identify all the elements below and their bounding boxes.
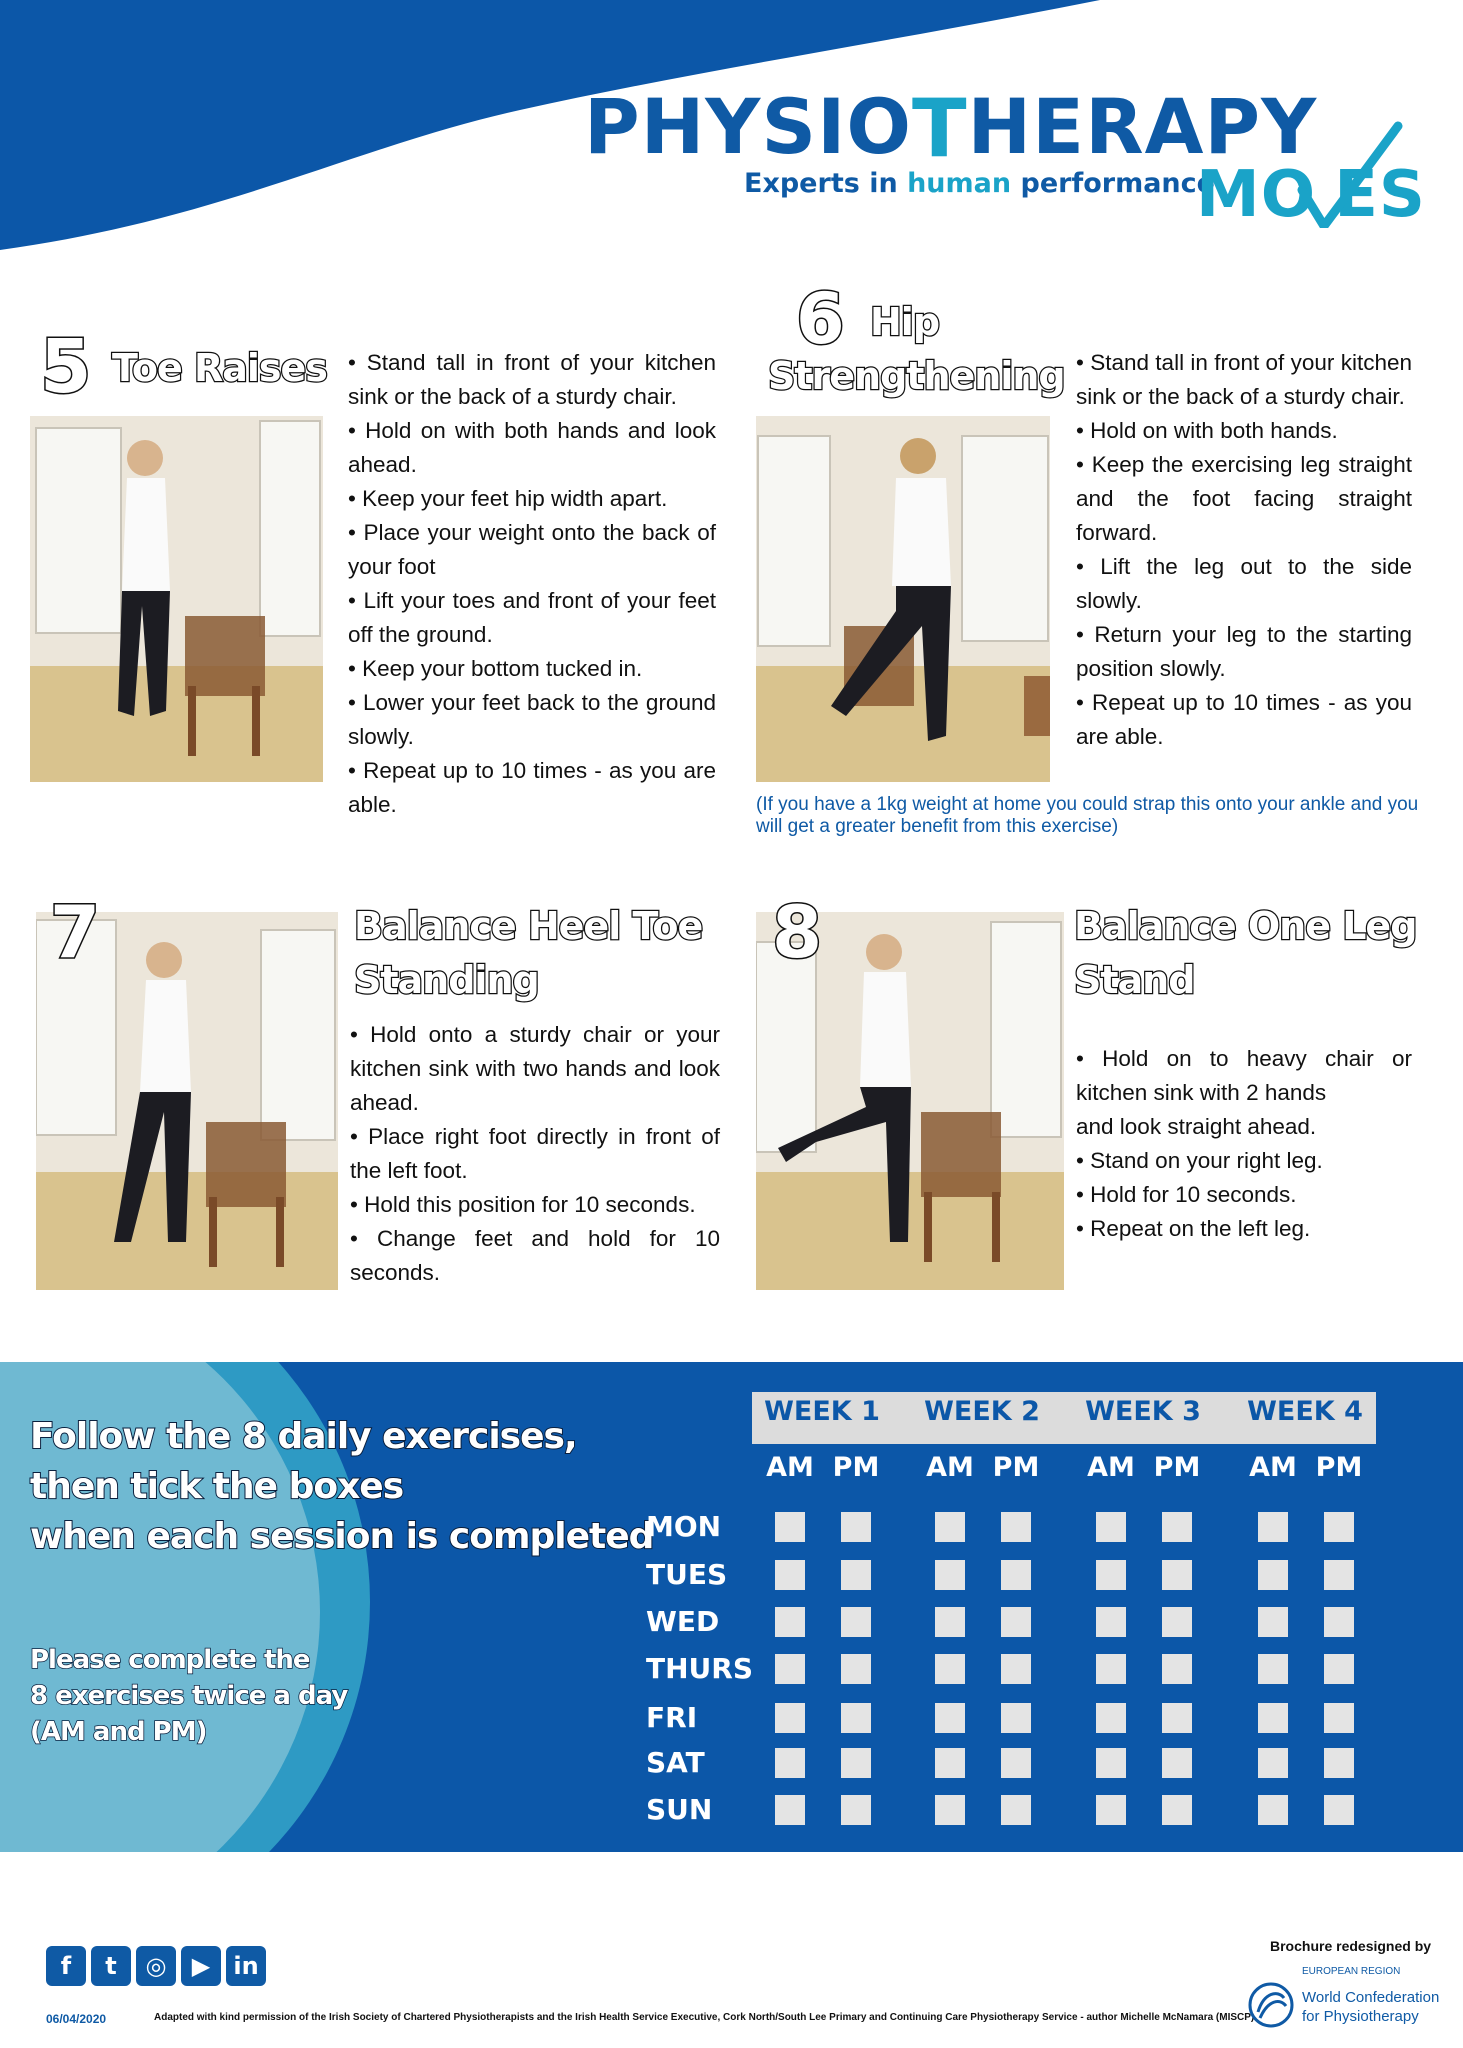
tick-box-thurs-week4-am[interactable]	[1258, 1654, 1288, 1684]
social-icons	[46, 1946, 266, 1986]
tagline-highlight: human	[907, 168, 1012, 199]
tick-box-wed-week2-pm[interactable]	[1001, 1607, 1031, 1637]
week-4-pm-header: PM	[1315, 1452, 1363, 1483]
logo-moves	[1196, 158, 1426, 248]
exercise-7-title-line1: Balance Heel Toe	[354, 904, 703, 948]
tick-box-wed-week4-pm[interactable]	[1324, 1607, 1354, 1637]
exercise-6-number: 6	[796, 278, 845, 360]
tick-box-fri-week1-pm[interactable]	[841, 1703, 871, 1733]
tick-box-mon-week4-am[interactable]	[1258, 1512, 1288, 1542]
checkmark-icon	[1294, 118, 1404, 228]
exercise-6-title-line1: Hip	[870, 300, 940, 344]
exercise-8-title-line1: Balance One Leg	[1074, 904, 1417, 948]
session-tracker	[0, 1362, 1463, 1852]
tick-box-mon-week2-am[interactable]	[935, 1512, 965, 1542]
day-label: THURS	[646, 1652, 753, 1685]
exercise-6-photo	[756, 416, 1050, 782]
tick-box-sat-week2-am[interactable]	[935, 1748, 965, 1778]
tick-box-thurs-week2-pm[interactable]	[1001, 1654, 1031, 1684]
exercise-8-number: 8	[772, 890, 823, 974]
footer-date: 06/04/2020	[46, 2012, 107, 2026]
step-text: • Stand tall in front of your kitchen sink or the back of a sturdy chair.	[1076, 350, 1412, 409]
redesigned-by-label: Brochure redesigned by	[1270, 1938, 1432, 1954]
week-1-am-header: AM	[766, 1452, 814, 1483]
step-text: • Stand tall in front of your kitchen sink or the back of a sturdy chair.	[348, 350, 716, 409]
tick-box-thurs-week4-pm[interactable]	[1324, 1654, 1354, 1684]
tick-box-mon-week3-pm[interactable]	[1162, 1512, 1192, 1542]
step-text: • Keep the exercising leg straight and the foot facing straight forward.	[1076, 452, 1412, 545]
tick-box-sun-week3-pm[interactable]	[1162, 1795, 1192, 1825]
tick-box-mon-week4-pm[interactable]	[1324, 1512, 1354, 1542]
wcpt-region: EUROPEAN REGION	[1302, 1966, 1401, 1977]
tick-box-sat-week1-pm[interactable]	[841, 1748, 871, 1778]
tick-box-thurs-week3-am[interactable]	[1096, 1654, 1126, 1684]
tick-box-wed-week1-am[interactable]	[775, 1607, 805, 1637]
step-text: • Lift the leg out to the side slowly.	[1076, 554, 1412, 613]
week-1-label: WEEK 1	[764, 1396, 880, 1427]
tick-box-sun-week3-am[interactable]	[1096, 1795, 1126, 1825]
tick-box-wed-week3-am[interactable]	[1096, 1607, 1126, 1637]
step-text: • Stand on your right leg.	[1076, 1148, 1323, 1173]
tick-box-sun-week2-pm[interactable]	[1001, 1795, 1031, 1825]
exercise-6-steps	[1076, 346, 1412, 754]
tick-box-wed-week3-pm[interactable]	[1162, 1607, 1192, 1637]
step-text: • Hold this position for 10 seconds.	[350, 1192, 696, 1217]
headline-line: then tick the boxes	[30, 1466, 404, 1507]
logo-t: T	[911, 82, 968, 175]
day-label: SUN	[646, 1793, 713, 1826]
tick-box-sat-week3-am[interactable]	[1096, 1748, 1126, 1778]
tick-box-tues-week1-pm[interactable]	[841, 1560, 871, 1590]
tick-box-wed-week2-am[interactable]	[935, 1607, 965, 1637]
exercise-6-title-line2: Strengthening	[768, 354, 1065, 398]
tagline-start: Experts in	[744, 168, 908, 199]
tracker-headline	[30, 1412, 653, 1562]
tick-box-sun-week1-pm[interactable]	[841, 1795, 871, 1825]
tick-box-mon-week1-pm[interactable]	[841, 1512, 871, 1542]
step-text: • Lift your toes and front of your feet off the ground.	[348, 588, 716, 647]
exercise-8-title-line2: Stand	[1074, 958, 1195, 1002]
tick-box-fri-week1-am[interactable]	[775, 1703, 805, 1733]
instruction-line: Please complete the	[30, 1645, 310, 1675]
step-text: • Place right foot directly in front of the left foot.	[350, 1124, 720, 1183]
instagram-icon[interactable]: ◎	[136, 1946, 176, 1986]
tick-box-sat-week1-am[interactable]	[775, 1748, 805, 1778]
step-text: • Repeat up to 10 times - as you are able.	[1076, 690, 1412, 749]
week-3-label: WEEK 3	[1085, 1396, 1201, 1427]
tick-box-fri-week4-pm[interactable]	[1324, 1703, 1354, 1733]
logo-tagline	[744, 168, 1215, 199]
step-text: • Keep your feet hip width apart.	[348, 486, 668, 511]
exercise-6-note: (If you have a 1kg weight at home you could strap this onto your ankle and you will get a greater benefit from this exercise)	[756, 794, 1419, 837]
tick-box-mon-week3-am[interactable]	[1096, 1512, 1126, 1542]
tick-box-sun-week4-am[interactable]	[1258, 1795, 1288, 1825]
instruction-line: 8 exercises twice a day	[30, 1681, 348, 1711]
tick-box-sun-week1-am[interactable]	[775, 1795, 805, 1825]
tick-box-fri-week2-am[interactable]	[935, 1703, 965, 1733]
exercise-5-steps	[348, 346, 716, 822]
step-text: • Hold for 10 seconds.	[1076, 1182, 1297, 1207]
tick-box-sat-week2-pm[interactable]	[1001, 1748, 1031, 1778]
moves-start: MO	[1196, 158, 1317, 232]
week-1-pm-header: PM	[832, 1452, 880, 1483]
step-text: and look straight ahead.	[1076, 1114, 1317, 1139]
step-text: • Hold on with both hands and look ahead.	[348, 418, 716, 477]
tick-box-mon-week2-pm[interactable]	[1001, 1512, 1031, 1542]
day-label: TUES	[646, 1558, 728, 1591]
youtube-icon[interactable]: ▶	[181, 1946, 221, 1986]
week-4-am-header: AM	[1249, 1452, 1297, 1483]
wcpt-name-line: for Physiotherapy	[1302, 2008, 1419, 2025]
facebook-icon[interactable]: f	[46, 1946, 86, 1986]
exercise-5-photo	[30, 416, 323, 782]
tick-box-sun-week2-am[interactable]	[935, 1795, 965, 1825]
tick-box-tues-week2-am[interactable]	[935, 1560, 965, 1590]
tick-box-wed-week4-am[interactable]	[1258, 1607, 1288, 1637]
week-2-label: WEEK 2	[924, 1396, 1040, 1427]
tick-box-thurs-week1-pm[interactable]	[841, 1654, 871, 1684]
step-text: • Keep your bottom tucked in.	[348, 656, 643, 681]
tick-box-thurs-week3-pm[interactable]	[1162, 1654, 1192, 1684]
wcpt-globe-icon	[1248, 1982, 1294, 2028]
week-3-am-header: AM	[1087, 1452, 1135, 1483]
headline-line: Follow the 8 daily exercises,	[30, 1416, 577, 1457]
exercise-5-number: 5	[40, 324, 92, 410]
week-3-pm-header: PM	[1153, 1452, 1201, 1483]
step-text: • Repeat on the left leg.	[1076, 1216, 1311, 1241]
headline-line: when each session is completed	[30, 1516, 654, 1557]
step-text: • Change feet and hold for 10 seconds.	[350, 1226, 720, 1285]
tick-box-sat-week4-am[interactable]	[1258, 1748, 1288, 1778]
week-4-label: WEEK 4	[1247, 1396, 1363, 1427]
day-label: FRI	[646, 1701, 698, 1734]
step-text: • Place your weight onto the back of your foot	[348, 520, 716, 579]
tick-box-fri-week4-am[interactable]	[1258, 1703, 1288, 1733]
tick-box-tues-week4-am[interactable]	[1258, 1560, 1288, 1590]
tick-box-fri-week3-am[interactable]	[1096, 1703, 1126, 1733]
tick-box-sat-week4-pm[interactable]	[1324, 1748, 1354, 1778]
tick-box-tues-week4-pm[interactable]	[1324, 1560, 1354, 1590]
tagline-end: performance	[1011, 168, 1215, 199]
exercise-7-title-line2: Standing	[354, 958, 539, 1002]
step-text: • Hold onto a sturdy chair or your kitchen sink with two hands and look ahead.	[350, 1022, 720, 1115]
exercise-7-steps	[350, 1018, 720, 1290]
exercise-5-title: Toe Raises	[112, 346, 327, 390]
tick-box-mon-week1-am[interactable]	[775, 1512, 805, 1542]
logo-suffix: HERAPY	[967, 82, 1318, 171]
tick-box-tues-week3-pm[interactable]	[1162, 1560, 1192, 1590]
footer-credit: Adapted with kind permission of the Irish Society of Chartered Physiotherapists and the Irish Health Service Executive, Cork North/South Lee Primary and Continuing Care Physiotherapy Service - author Michelle McNamara (MISCP)	[154, 2012, 1255, 2023]
step-text: • Repeat up to 10 times - as you are able.	[348, 758, 716, 817]
physiotherapy-moves-logo	[584, 82, 1424, 242]
day-label: SAT	[646, 1746, 705, 1779]
tick-box-thurs-week2-am[interactable]	[935, 1654, 965, 1684]
tick-box-sat-week3-pm[interactable]	[1162, 1748, 1192, 1778]
tracker-instruction	[30, 1642, 347, 1750]
tick-box-tues-week2-pm[interactable]	[1001, 1560, 1031, 1590]
day-label: WED	[646, 1605, 720, 1638]
step-text: • Hold on to heavy chair or kitchen sink with 2 hands	[1076, 1046, 1412, 1105]
tick-box-thurs-week1-am[interactable]	[775, 1654, 805, 1684]
twitter-icon[interactable]: t	[91, 1946, 131, 1986]
tick-box-fri-week3-pm[interactable]	[1162, 1703, 1192, 1733]
exercise-7-number: 7	[50, 890, 101, 974]
tick-box-tues-week3-am[interactable]	[1096, 1560, 1126, 1590]
day-label: MON	[646, 1510, 722, 1543]
week-2-am-header: AM	[926, 1452, 974, 1483]
tick-box-wed-week1-pm[interactable]	[841, 1607, 871, 1637]
step-text: • Hold on with both hands.	[1076, 418, 1338, 443]
moves-end: ES	[1334, 158, 1426, 232]
linkedin-icon[interactable]: in	[226, 1946, 266, 1986]
step-text: • Return your leg to the starting position slowly.	[1076, 622, 1412, 681]
step-text: • Lower your feet back to the ground slowly.	[348, 690, 716, 749]
tick-box-fri-week2-pm[interactable]	[1001, 1703, 1031, 1733]
wcpt-name-line: World Confederation	[1302, 1989, 1440, 2006]
tick-box-sun-week4-pm[interactable]	[1324, 1795, 1354, 1825]
tick-box-tues-week1-am[interactable]	[775, 1560, 805, 1590]
exercise-8-steps	[1076, 1042, 1412, 1246]
logo-prefix: PHYSIO	[584, 82, 912, 171]
week-2-pm-header: PM	[992, 1452, 1040, 1483]
wcpt-name	[1302, 1988, 1439, 2026]
instruction-line: (AM and PM)	[30, 1717, 207, 1747]
